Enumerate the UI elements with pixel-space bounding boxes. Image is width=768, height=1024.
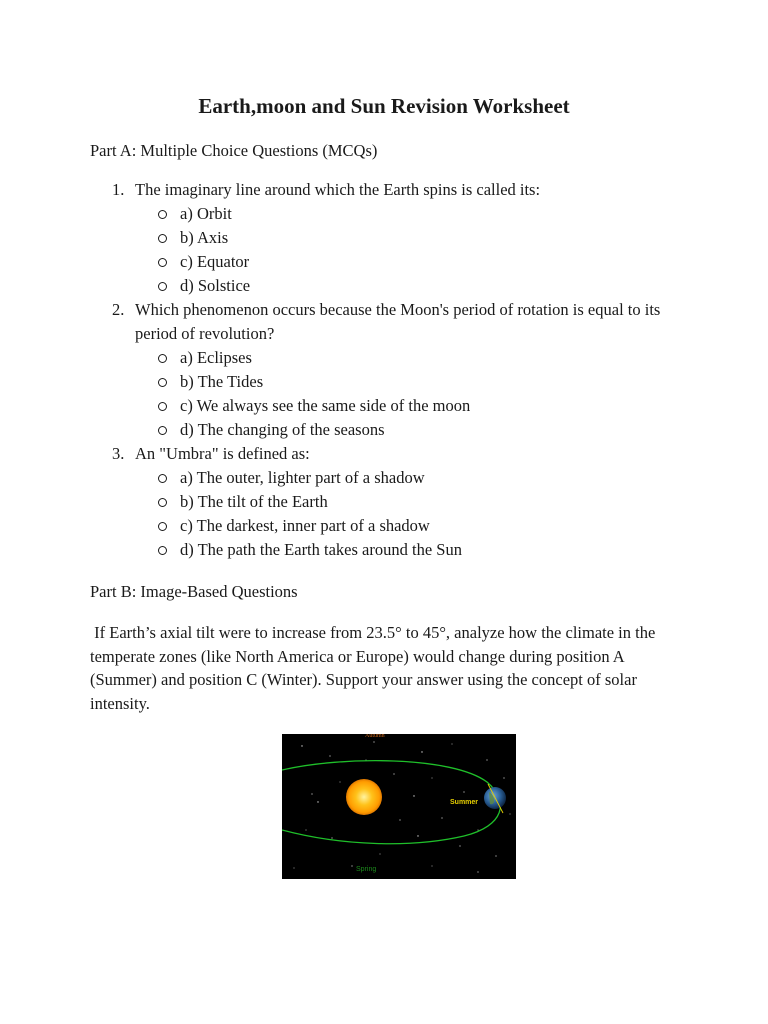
option-text: a) Eclipses [180, 348, 252, 367]
question-text: Which phenomenon occurs because the Moon's period of rotation is equal to its period of revolution? [135, 300, 661, 343]
option-item [135, 466, 690, 490]
question-3 [90, 442, 690, 562]
option-item [135, 538, 690, 562]
option-text: c) We always see the same side of the moon [180, 396, 471, 415]
option-item [135, 418, 690, 442]
orbit-diagram [282, 734, 516, 879]
option-text: b) The tilt of the Earth [180, 492, 328, 511]
option-text: a) Orbit [180, 204, 232, 223]
option-text: c) Equator [180, 252, 250, 271]
hollow-circle-bullet-icon [158, 426, 167, 435]
option-item [135, 490, 690, 514]
question-text: The imaginary line around which the Earth spins is called its: [135, 180, 541, 199]
orbit-diagram-svg [282, 734, 516, 879]
paragraph-text: If Earth’s axial tilt were to increase from 23.5° to 45°, analyze how the climate in the temperate zones (like North America or Europe) would change during position A (Summer) and position C (Winter). Support your answer using the concept of solar intensity. [90, 623, 656, 713]
question-2 [90, 298, 690, 442]
option-text: d) The path the Earth takes around the Sun [180, 540, 462, 559]
hollow-circle-bullet-icon [158, 282, 167, 291]
question-number: 2. [112, 300, 125, 319]
question-number: 1. [112, 180, 125, 199]
hollow-circle-bullet-icon [158, 546, 167, 555]
hollow-circle-bullet-icon [158, 258, 167, 267]
option-item [135, 394, 690, 418]
option-item [135, 226, 690, 250]
orbit-label-top: Autumn [365, 734, 385, 739]
hollow-circle-bullet-icon [158, 474, 167, 483]
worksheet-title: Earth,moon and Sun Revision Worksheet [198, 94, 570, 118]
option-item [135, 274, 690, 298]
spring-label: Spring [356, 866, 377, 873]
option-text: b) Axis [180, 228, 229, 247]
option-text: d) The changing of the seasons [180, 420, 385, 439]
hollow-circle-bullet-icon [158, 354, 167, 363]
part-a-heading: Part A: Multiple Choice Questions (MCQs) [90, 141, 378, 160]
option-list [135, 346, 690, 442]
option-item [135, 202, 690, 226]
option-text: d) Solstice [180, 276, 251, 295]
question-text: An "Umbra" is defined as: [135, 444, 310, 463]
hollow-circle-bullet-icon [158, 234, 167, 243]
hollow-circle-bullet-icon [158, 378, 167, 387]
question-list [90, 178, 690, 562]
hollow-circle-bullet-icon [158, 210, 167, 219]
option-item [135, 346, 690, 370]
option-item [135, 250, 690, 274]
option-text: c) The darkest, inner part of a shadow [180, 516, 430, 535]
option-item [135, 370, 690, 394]
option-list [135, 466, 690, 562]
option-item [135, 514, 690, 538]
summer-label: Summer [450, 799, 479, 806]
option-text: a) The outer, lighter part of a shadow [180, 468, 425, 487]
hollow-circle-bullet-icon [158, 522, 167, 531]
part-b-heading: Part B: Image-Based Questions [90, 582, 298, 601]
sun-icon [346, 779, 382, 815]
hollow-circle-bullet-icon [158, 498, 167, 507]
option-list [135, 202, 690, 298]
option-text: b) The Tides [180, 372, 264, 391]
hollow-circle-bullet-icon [158, 402, 167, 411]
question-1 [90, 178, 690, 298]
question-paragraph [90, 621, 690, 715]
question-number: 3. [112, 444, 125, 463]
